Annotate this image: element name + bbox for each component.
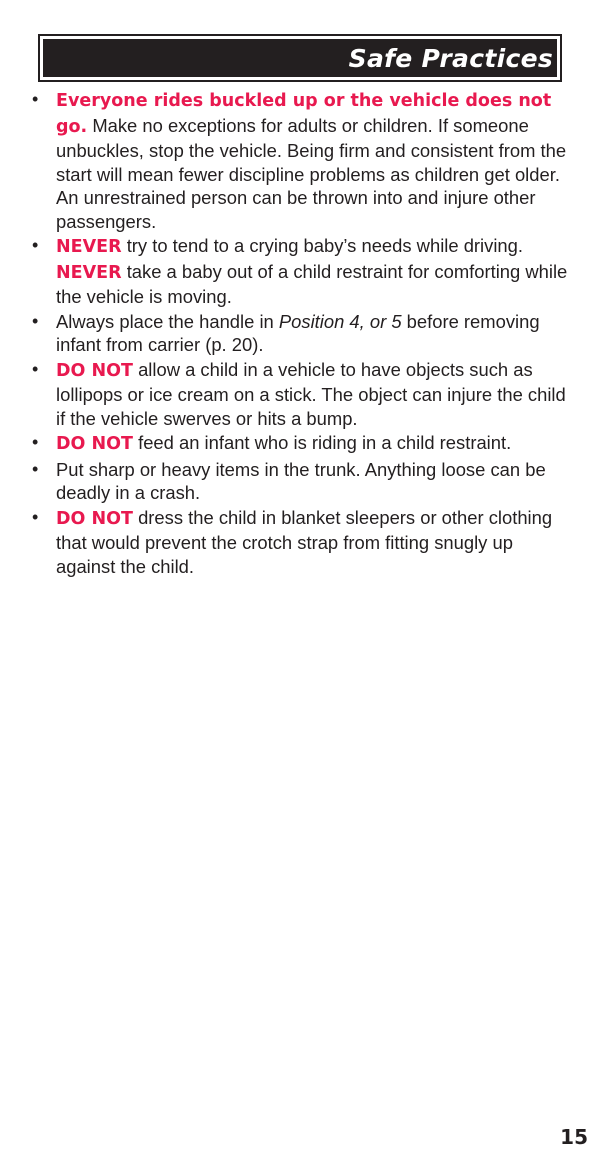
list-item	[30, 310, 570, 357]
body-text: try to tend to a crying baby’s needs while driving.	[121, 235, 523, 256]
section-title: Safe Practices	[348, 43, 553, 73]
list-item	[30, 88, 570, 233]
bullet-icon: •	[32, 310, 39, 331]
body-text: dress the child in blanket sleepers or other clothing that would prevent the crotch strap from fitting snugly up against the child.	[56, 506, 553, 577]
alert-text: Everyone rides buckled up or the vehicle does not go.	[56, 91, 552, 137]
body-text: feed an infant who is riding in a child restraint.	[132, 432, 512, 453]
bullet-icon: •	[32, 506, 39, 527]
body-text: before removing infant from carrier (p. 20).	[56, 310, 540, 355]
list-item	[30, 234, 570, 309]
bullet-icon: •	[32, 235, 39, 255]
body-text: Put sharp or heavy items in the trunk. Anything loose can be deadly in a crash.	[56, 458, 546, 503]
list-item	[30, 458, 570, 505]
body-text: Always place the handle in	[56, 310, 279, 332]
list-item	[30, 358, 570, 431]
bullet-icon: •	[32, 358, 39, 379]
page-number: 15	[560, 1125, 588, 1149]
bullet-icon: •	[32, 458, 39, 479]
handle-position-reference: Position 4, or 5	[278, 310, 402, 332]
alert-text: DO NOT	[56, 434, 133, 454]
list-item	[30, 431, 570, 457]
list-item	[30, 506, 570, 579]
section-header-bar	[43, 39, 557, 77]
alert-text: DO NOT	[56, 508, 133, 529]
body-text: allow a child in a vehicle to have objects such as lollipops or ice cream on a stick. The object can injure the child if the vehicle swerves or hits a bump.	[56, 358, 566, 429]
body-text: take a baby out of a child restraint for comforting while the vehicle is moving.	[56, 260, 568, 307]
alert-text: NEVER	[56, 237, 122, 257]
section-header	[38, 34, 562, 82]
body-text: Make no exceptions for adults or children. If someone unbuckles, stop the vehicle. Being firm and consistent from the start will mean fewer discipline problems as children get older. An unrestrained person can be thrown into and injure other passengers.	[56, 114, 567, 232]
bullet-icon: •	[32, 89, 39, 109]
bullet-icon: •	[32, 432, 39, 452]
safety-bullet-list	[30, 88, 570, 579]
alert-text: NEVER	[56, 262, 122, 283]
alert-text: DO NOT	[56, 360, 133, 381]
